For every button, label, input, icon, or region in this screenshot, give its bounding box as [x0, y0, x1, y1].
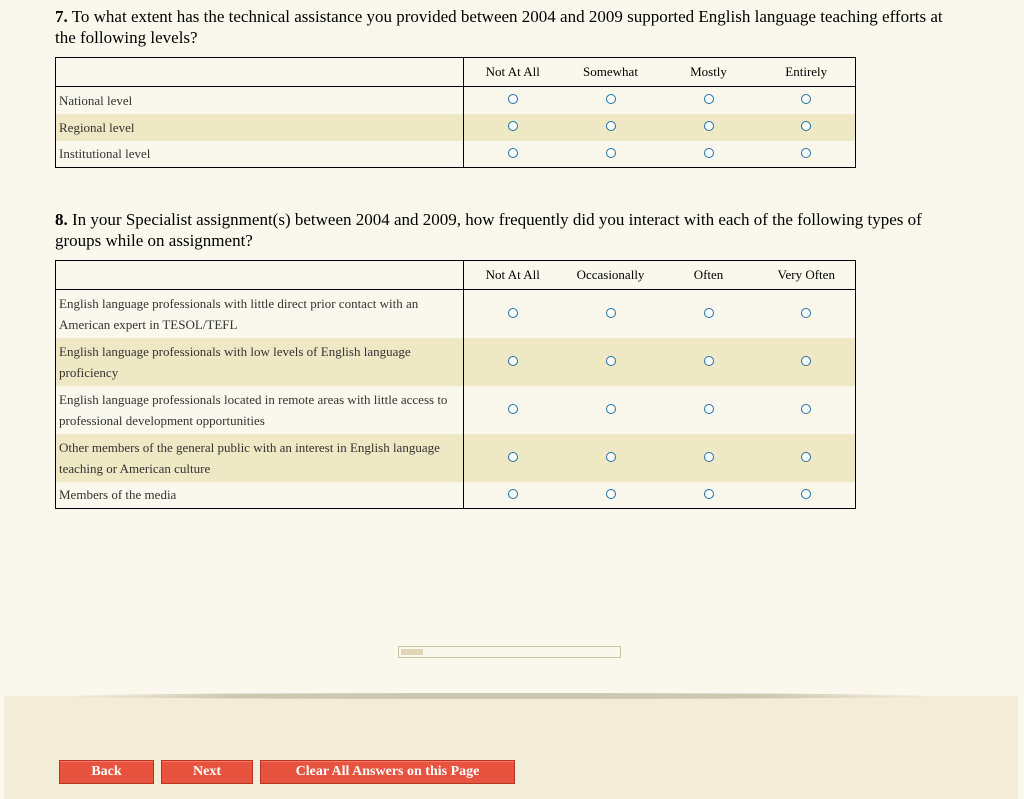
radio-button[interactable] — [606, 308, 616, 318]
radio-button[interactable] — [508, 404, 518, 414]
question-7-matrix — [55, 57, 856, 168]
radio-button[interactable] — [606, 356, 616, 366]
radio-button[interactable] — [606, 148, 616, 158]
radio-button[interactable] — [801, 121, 811, 131]
column-header-not-at-all: Not At All — [464, 261, 562, 290]
radio-button[interactable] — [508, 489, 518, 499]
matrix-row — [56, 386, 856, 434]
radio-button[interactable] — [606, 121, 616, 131]
radio-button[interactable] — [508, 148, 518, 158]
question-8-text — [55, 209, 965, 251]
radio-button[interactable] — [508, 356, 518, 366]
survey-progress-bar — [398, 646, 621, 658]
clear-answers-button[interactable]: Clear All Answers on this Page — [260, 760, 515, 784]
radio-button[interactable] — [704, 148, 714, 158]
column-header-somewhat: Somewhat — [562, 58, 660, 87]
radio-button[interactable] — [606, 489, 616, 499]
column-header-not-at-all: Not At All — [464, 58, 562, 87]
column-header-very-often: Very Often — [758, 261, 856, 290]
row-label-national: National level — [56, 87, 464, 114]
matrix-row — [56, 482, 856, 509]
question-7-text — [55, 6, 965, 48]
radio-button[interactable] — [508, 308, 518, 318]
radio-button[interactable] — [704, 404, 714, 414]
question-7-number: 7. — [55, 7, 68, 26]
radio-button[interactable] — [606, 94, 616, 104]
row-label-general-public: Other members of the general public with an interest in English language teaching or American culture — [56, 434, 464, 482]
radio-button[interactable] — [606, 404, 616, 414]
radio-button[interactable] — [801, 308, 811, 318]
radio-button[interactable] — [801, 404, 811, 414]
radio-button[interactable] — [606, 452, 616, 462]
radio-button[interactable] — [801, 489, 811, 499]
question-8-number: 8. — [55, 210, 68, 229]
matrix-row — [56, 290, 856, 338]
column-header-mostly: Mostly — [660, 58, 758, 87]
footer-divider-shadow — [60, 693, 940, 699]
radio-button[interactable] — [704, 121, 714, 131]
radio-button[interactable] — [704, 452, 714, 462]
radio-button[interactable] — [801, 356, 811, 366]
matrix-header-blank — [56, 261, 464, 290]
row-label-low-proficiency: English language professionals with low levels of English language proficiency — [56, 338, 464, 386]
question-8-prompt: In your Specialist assignment(s) between 2004 and 2009, how frequently did you interact with each of the following types of groups while on assignment? — [55, 210, 922, 250]
back-button[interactable]: Back — [59, 760, 154, 784]
radio-button[interactable] — [508, 94, 518, 104]
row-label-media: Members of the media — [56, 482, 464, 509]
radio-button[interactable] — [801, 148, 811, 158]
radio-button[interactable] — [704, 356, 714, 366]
question-7-prompt: To what extent has the technical assistance you provided between 2004 and 2009 supported English language teaching efforts at the following levels? — [55, 7, 943, 47]
next-button[interactable]: Next — [161, 760, 253, 784]
radio-button[interactable] — [801, 94, 811, 104]
matrix-row — [56, 338, 856, 386]
matrix-row — [56, 434, 856, 482]
row-label-institutional: Institutional level — [56, 141, 464, 168]
radio-button[interactable] — [704, 94, 714, 104]
matrix-row — [56, 114, 856, 141]
radio-button[interactable] — [508, 452, 518, 462]
matrix-header-row — [56, 58, 856, 87]
radio-button[interactable] — [801, 452, 811, 462]
row-label-little-contact: English language professionals with little direct prior contact with an American expert in TESOL/TEFL — [56, 290, 464, 338]
column-header-often: Often — [660, 261, 758, 290]
progress-bar-fill — [401, 649, 423, 655]
matrix-header-row — [56, 261, 856, 290]
row-label-remote-areas: English language professionals located in remote areas with little access to professional development opportunities — [56, 386, 464, 434]
matrix-header-blank — [56, 58, 464, 87]
matrix-row — [56, 141, 856, 168]
radio-button[interactable] — [508, 121, 518, 131]
column-header-entirely: Entirely — [758, 58, 856, 87]
matrix-row — [56, 87, 856, 114]
row-label-regional: Regional level — [56, 114, 464, 141]
column-header-occasionally: Occasionally — [562, 261, 660, 290]
question-8-matrix — [55, 260, 856, 509]
radio-button[interactable] — [704, 489, 714, 499]
radio-button[interactable] — [704, 308, 714, 318]
